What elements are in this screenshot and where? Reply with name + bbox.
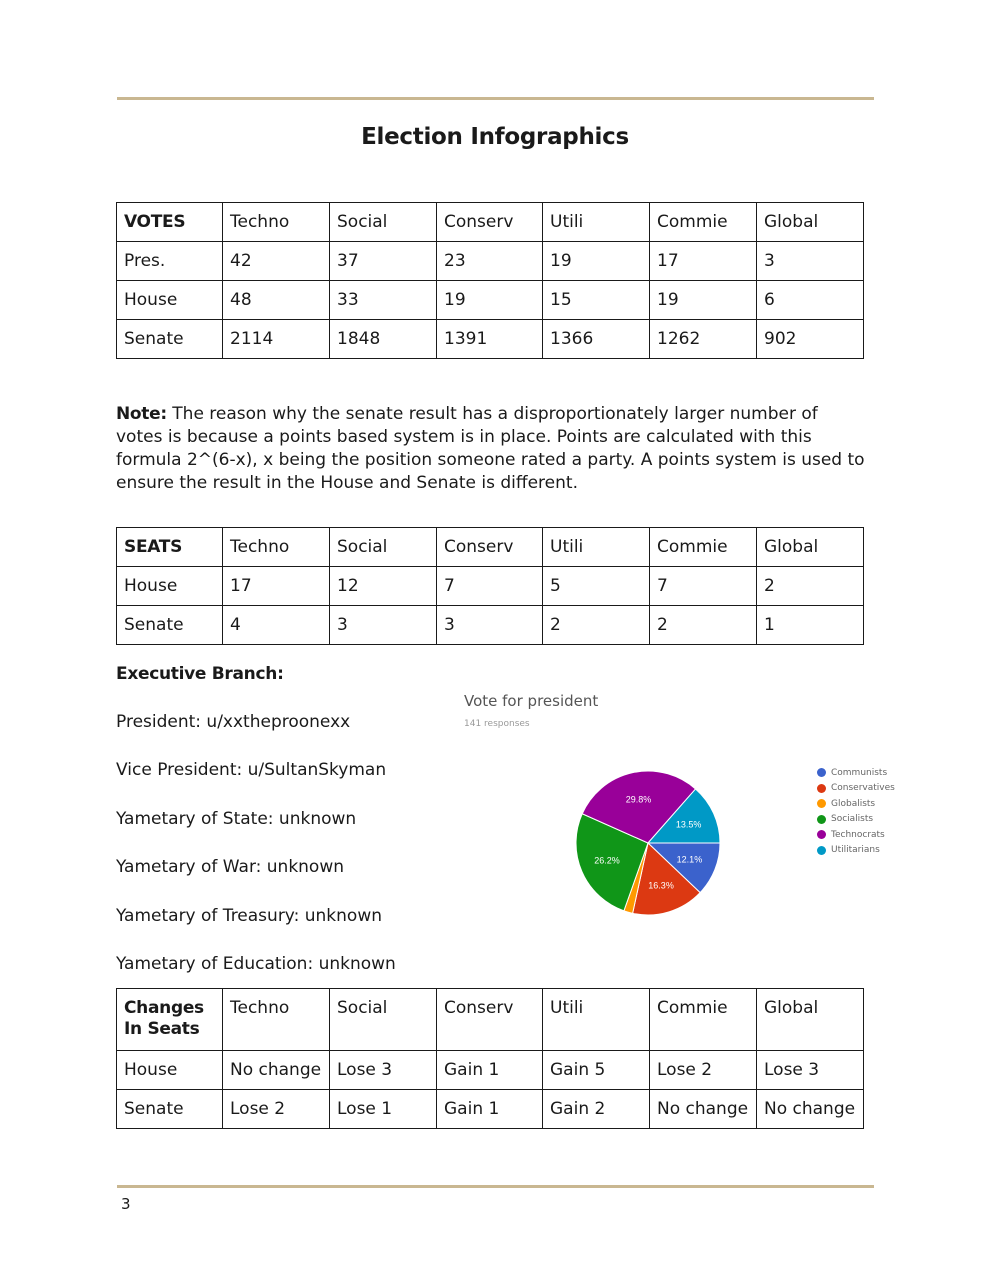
table-cell: Social bbox=[330, 203, 437, 242]
seats-table bbox=[116, 527, 864, 645]
table-row bbox=[117, 281, 864, 320]
table-cell: 7 bbox=[437, 567, 543, 606]
table-cell: Conserv bbox=[437, 989, 543, 1051]
treasury-line: Yametary of Treasury: unknown bbox=[116, 906, 383, 926]
table-cell: Techno bbox=[223, 203, 330, 242]
table-cell: House bbox=[117, 281, 223, 320]
legend-label: Socialists bbox=[831, 814, 874, 825]
table-cell: Gain 1 bbox=[437, 1090, 543, 1129]
table-cell: Lose 2 bbox=[650, 1051, 757, 1090]
table-cell: 2 bbox=[650, 606, 757, 645]
page-number: 3 bbox=[121, 1195, 131, 1213]
legend-label: Technocrats bbox=[831, 829, 885, 840]
table-cell: Techno bbox=[223, 989, 330, 1051]
page-title: Election Infographics bbox=[361, 124, 629, 150]
chart-legend bbox=[817, 765, 895, 858]
table-cell: 48 bbox=[223, 281, 330, 320]
vice-president-line: Vice President: u/SultanSkyman bbox=[116, 760, 387, 780]
table-cell: Commie bbox=[650, 203, 757, 242]
table-header-row bbox=[117, 989, 864, 1051]
president-line: President: u/xxtheproonexx bbox=[116, 712, 351, 732]
note-label: Note: bbox=[116, 404, 167, 424]
pie-label-utilitarians: 13.5% bbox=[675, 819, 702, 830]
table-cell: Changes In Seats bbox=[117, 989, 223, 1051]
table-cell: 17 bbox=[650, 242, 757, 281]
legend-dot-icon bbox=[817, 799, 826, 808]
executive-heading: Executive Branch: bbox=[116, 664, 284, 684]
table-cell: 6 bbox=[757, 281, 864, 320]
table-cell: Lose 3 bbox=[330, 1051, 437, 1090]
table-cell: Senate bbox=[117, 320, 223, 359]
table-cell: 42 bbox=[223, 242, 330, 281]
table-cell: 1366 bbox=[543, 320, 650, 359]
state-line: Yametary of State: unknown bbox=[116, 809, 357, 829]
table-row bbox=[117, 1051, 864, 1090]
table-cell: Utili bbox=[543, 528, 650, 567]
table-cell: Techno bbox=[223, 528, 330, 567]
legend-dot-icon bbox=[817, 768, 826, 777]
votes-table bbox=[116, 202, 864, 359]
legend-label: Globalists bbox=[831, 798, 876, 809]
table-cell: 902 bbox=[757, 320, 864, 359]
table-cell: Pres. bbox=[117, 242, 223, 281]
table-cell: Commie bbox=[650, 989, 757, 1051]
table-cell: 33 bbox=[330, 281, 437, 320]
table-cell: 1262 bbox=[650, 320, 757, 359]
table-cell: No change bbox=[223, 1051, 330, 1090]
table-row bbox=[117, 606, 864, 645]
legend-label: Utilitarians bbox=[831, 845, 880, 856]
table-cell: Senate bbox=[117, 606, 223, 645]
pie-label-conservatives: 16.3% bbox=[648, 880, 674, 891]
table-cell: Lose 2 bbox=[223, 1090, 330, 1129]
legend-item-utilitarians bbox=[817, 843, 895, 859]
legend-item-communists bbox=[817, 765, 895, 781]
changes-table bbox=[116, 988, 864, 1129]
table-cell: Global bbox=[757, 203, 864, 242]
legend-item-technocrats bbox=[817, 827, 895, 843]
legend-dot-icon bbox=[817, 784, 826, 793]
legend-dot-icon bbox=[817, 830, 826, 839]
table-cell: 23 bbox=[437, 242, 543, 281]
table-cell: Gain 2 bbox=[543, 1090, 650, 1129]
table-cell: VOTES bbox=[117, 203, 223, 242]
table-cell: Global bbox=[757, 989, 864, 1051]
table-cell: 37 bbox=[330, 242, 437, 281]
table-cell: House bbox=[117, 1051, 223, 1090]
chart-subtitle: 141 responses bbox=[464, 719, 530, 729]
table-row bbox=[117, 320, 864, 359]
table-cell: No change bbox=[650, 1090, 757, 1129]
note-paragraph bbox=[116, 403, 868, 495]
top-rule bbox=[117, 97, 874, 100]
table-cell: 1391 bbox=[437, 320, 543, 359]
education-line: Yametary of Education: unknown bbox=[116, 954, 396, 974]
table-cell: Conserv bbox=[437, 528, 543, 567]
table-cell: 1 bbox=[757, 606, 864, 645]
table-cell: Utili bbox=[543, 203, 650, 242]
legend-item-conservatives bbox=[817, 781, 895, 797]
bottom-rule bbox=[117, 1185, 874, 1188]
legend-label: Communists bbox=[831, 767, 888, 778]
table-header-row bbox=[117, 528, 864, 567]
table-row bbox=[117, 242, 864, 281]
table-cell: Senate bbox=[117, 1090, 223, 1129]
table-cell: 2 bbox=[543, 606, 650, 645]
table-cell: 4 bbox=[223, 606, 330, 645]
table-cell: No change bbox=[757, 1090, 864, 1129]
table-cell: 19 bbox=[437, 281, 543, 320]
table-row bbox=[117, 567, 864, 606]
table-cell: 12 bbox=[330, 567, 437, 606]
pie-label-technocrats: 29.8% bbox=[625, 794, 652, 805]
table-cell: 3 bbox=[437, 606, 543, 645]
table-header-row bbox=[117, 203, 864, 242]
chart-title: Vote for president bbox=[464, 692, 599, 710]
table-cell: Lose 3 bbox=[757, 1051, 864, 1090]
table-cell: House bbox=[117, 567, 223, 606]
table-cell: 7 bbox=[650, 567, 757, 606]
table-cell: 19 bbox=[543, 242, 650, 281]
table-cell: Social bbox=[330, 528, 437, 567]
table-cell: Gain 1 bbox=[437, 1051, 543, 1090]
table-cell: 1848 bbox=[330, 320, 437, 359]
president-vote-chart bbox=[455, 688, 905, 928]
table-cell: Social bbox=[330, 989, 437, 1051]
table-cell: Utili bbox=[543, 989, 650, 1051]
note-text: The reason why the senate result has a disproportionately larger number of votes is because a points based system is in place. Points are calculated with this formula 2^(6-x), x being the position someone rated a party. A points system is used to ensure the result in the House and Senate is different. bbox=[116, 404, 865, 493]
table-cell: Gain 5 bbox=[543, 1051, 650, 1090]
legend-label: Conservatives bbox=[831, 783, 895, 794]
table-cell: 2114 bbox=[223, 320, 330, 359]
table-cell: Global bbox=[757, 528, 864, 567]
table-cell: 3 bbox=[757, 242, 864, 281]
table-cell: 2 bbox=[757, 567, 864, 606]
table-cell: 5 bbox=[543, 567, 650, 606]
legend-dot-icon bbox=[817, 815, 826, 824]
legend-item-globalists bbox=[817, 796, 895, 812]
table-cell: 3 bbox=[330, 606, 437, 645]
table-cell: 19 bbox=[650, 281, 757, 320]
legend-dot-icon bbox=[817, 846, 826, 855]
table-cell: Conserv bbox=[437, 203, 543, 242]
legend-item-socialists bbox=[817, 812, 895, 828]
table-cell: 15 bbox=[543, 281, 650, 320]
table-cell: SEATS bbox=[117, 528, 223, 567]
table-cell: Commie bbox=[650, 528, 757, 567]
pie-label-socialists: 26.2% bbox=[594, 855, 620, 866]
war-line: Yametary of War: unknown bbox=[116, 857, 345, 877]
table-cell: Lose 1 bbox=[330, 1090, 437, 1129]
table-cell: 17 bbox=[223, 567, 330, 606]
pie-label-communists: 12.1% bbox=[676, 854, 703, 865]
table-row bbox=[117, 1090, 864, 1129]
